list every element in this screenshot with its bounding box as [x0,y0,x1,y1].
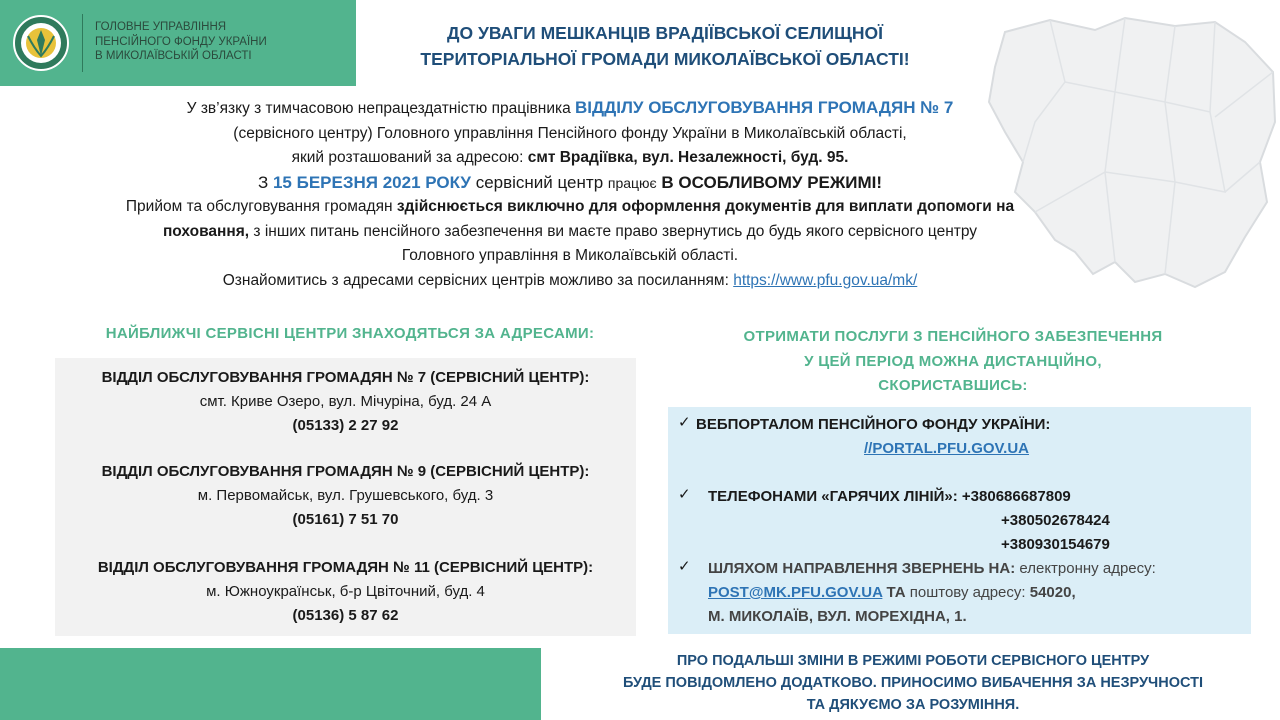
portal-link[interactable]: //PORTAL.PFU.GOV.UA [864,440,1030,457]
org-name-line: В МИКОЛАЇВСЬКІЙ ОБЛАСТІ [95,50,252,62]
postal-text: поштову адресу: [905,584,1030,601]
service-center-address: смт. Криве Озеро, вул. Мічуріна, буд. 24 А [199,393,492,410]
footer-line: ПРО ПОДАЛЬШІ ЗМІНИ В РЕЖИМІ РОБОТИ СЕРВІСНОГО ЦЕНТРУ [676,653,1150,669]
hotline-phone[interactable]: +380930154679 [1001,536,1110,553]
intro-text-span: З [257,172,273,192]
footer-line: ТА ДЯКУЄМО ЗА РОЗУМІННЯ. [806,697,1020,713]
appeal-and: ТА [882,584,906,601]
intro-text-span: Ознайомитись з адресами сервісних центрів можливо за посиланням: [222,271,734,289]
intro-line: Головного управління в Миколаївській області. [401,247,739,264]
email-link[interactable]: POST@MK.PFU.GOV.UA [708,584,883,601]
service-center-item [55,460,636,532]
intro-emphasis: поховання, [162,222,250,240]
check-icon: ✓ [678,414,691,431]
postal-code: 54020, [1029,584,1076,601]
service-center-item [55,556,636,628]
footer-line: БУДЕ ПОВІДОМЛЕНО ДОДАТКОВО. ПРИНОСИМО ВИБАЧЕННЯ ЗА НЕЗРУЧНОСТІ [623,675,1203,691]
service-center-name: ВІДДІЛ ОБСЛУГОВУВАННЯ ГРОМАДЯН № 11 (СЕРВІСНИЙ ЦЕНТР): [97,559,594,576]
special-mode: В ОСОБЛИВОМУ РЕЖИМІ! [656,172,883,192]
intro-text [10,96,1130,293]
service-center-address: м. Первомайськ, вул. Грушевського, буд. 3 [197,487,494,504]
service-center-item [55,366,636,438]
portal-label: ВЕБПОРТАЛОМ ПЕНСІЙНОГО ФОНДУ УКРАЇНИ: [696,416,1051,433]
postal-address: М. МИКОЛАЇВ, ВУЛ. МОРЕХІДНА, 1. [708,608,967,625]
intro-line: (сервісного центру) Головного управління Пенсійного фонду України в Миколаївській області, [233,124,907,142]
service-center-phone: (05133) 2 27 92 [292,417,399,434]
start-date: 15 БЕРЕЗНЯ 2021 РОКУ [272,172,471,192]
remote-services-heading [668,325,1238,399]
page-title [360,20,970,72]
title-line-1: ДО УВАГИ МЕШКАНЦІВ ВРАДІЇВСЬКОЇ СЕЛИЩНОЇ [447,23,883,43]
check-icon: ✓ [678,486,691,503]
department-address: смт Врадіївка, вул. Незалежності, буд. 95. [527,149,849,166]
remote-services-box [668,407,1251,634]
phones-row [708,485,1071,509]
org-name-line: ГОЛОВНЕ УПРАВЛІННЯ [95,21,227,33]
org-name-line: ПЕНСІЙНОГО ФОНДУ УКРАЇНИ [95,35,267,48]
service-center-phone: (05161) 7 51 70 [292,511,399,528]
service-center-address: м. Южноукраїнськ, б-р Цвіточний, буд. 4 [206,583,485,600]
intro-text-span: працює [607,174,657,191]
footer-green-band [0,648,541,720]
portal-link-row [864,437,1029,461]
org-name [95,20,345,64]
service-centers-box [55,358,636,636]
intro-text-span: з інших питань пенсійного забезпечення ви маєте право звернутись до будь якого сервісного центру [249,222,978,240]
service-center-name: ВІДДІЛ ОБСЛУГОВУВАННЯ ГРОМАДЯН № 7 (СЕРВІСНИЙ ЦЕНТР): [101,369,590,386]
remote-heading-line: ОТРИМАТИ ПОСЛУГИ З ПЕНСІЙНОГО ЗАБЕЗПЕЧЕННЯ [743,328,1163,345]
appeal-row [708,557,1156,581]
intro-line [10,96,1130,122]
intro-text-span: Прийом та обслуговування громадян [125,198,397,215]
remote-heading-line: СКОРИСТАВШИСЬ: [878,377,1028,394]
appeal-row [708,581,1076,605]
hotline-phone[interactable]: +380686687809 [961,488,1071,505]
footer-notice [548,650,1278,716]
appeal-email-text: електронну адресу: [1015,560,1156,577]
check-icon: ✓ [678,558,691,575]
intro-line [10,195,1130,220]
intro-emphasis: здійснюється виключно для оформлення документів для виплати допомоги на [396,198,1015,215]
department-name: ВІДДІЛУ ОБСЛУГОВУВАННЯ ГРОМАДЯН № 7 [575,98,954,117]
intro-text-span: сервісний центр [470,172,608,192]
nearest-centers-heading: НАЙБЛИЖЧІ СЕРВІСНІ ЦЕНТРИ ЗНАХОДЯТЬСЯ ЗА АДРЕСАМИ: [105,325,595,342]
remote-heading-line: У ЦЕЙ ПЕРІОД МОЖНА ДИСТАНЦІЙНО, [804,352,1102,370]
logo-divider [82,14,83,72]
pfu-mk-link[interactable]: https://www.pfu.gov.ua/mk/ [733,271,918,289]
intro-line [10,146,1130,171]
intro-line [10,269,1130,294]
intro-line [10,171,1130,196]
phones-label: ТЕЛЕФОНАМИ «ГАРЯЧИХ ЛІНІЙ»: [708,488,958,505]
hotline-phone[interactable]: +380502678424 [1001,512,1110,529]
title-line-2: ТЕРИТОРІАЛЬНОЇ ГРОМАДИ МИКОЛАЇВСЬКОЇ ОБЛАСТІ! [420,49,910,69]
intro-line [10,220,1130,245]
appeal-label: ШЛЯХОМ НАПРАВЛЕННЯ ЗВЕРНЕНЬ НА: [708,560,1016,577]
pfu-emblem-icon [12,14,70,72]
intro-text-span: У зв’язку з тимчасовою непрацездатністю працівника [186,100,576,117]
service-center-name: ВІДДІЛ ОБСЛУГОВУВАННЯ ГРОМАДЯН № 9 (СЕРВІСНИЙ ЦЕНТР): [101,463,590,480]
intro-text-span: який розташований за адресою: [291,149,528,166]
service-center-phone: (05136) 5 87 62 [292,607,399,624]
